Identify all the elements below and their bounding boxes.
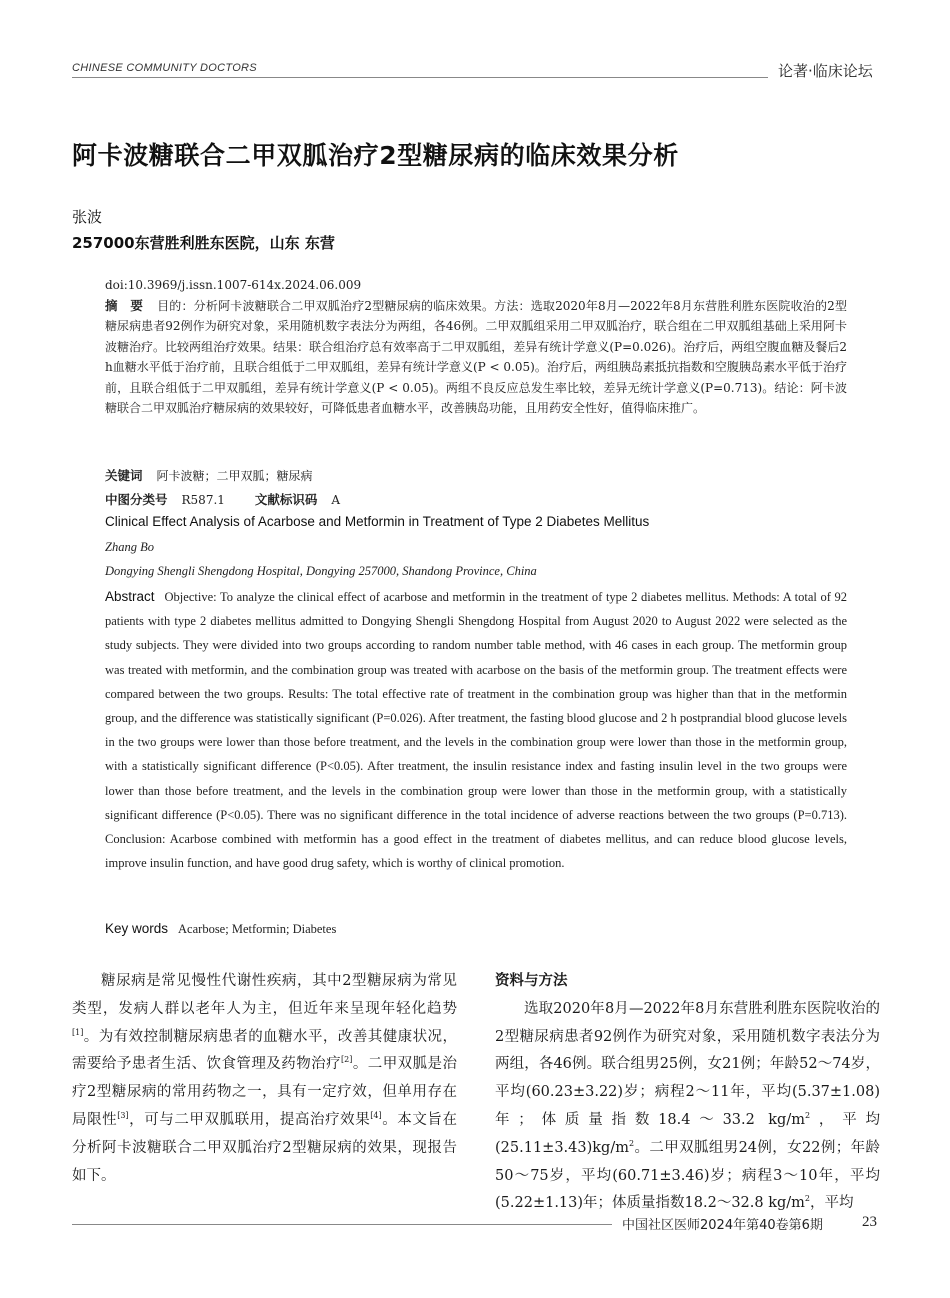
doc-code-label: 文献标识码	[254, 492, 318, 507]
doc-code-value: A	[331, 493, 341, 507]
superscript: 2	[628, 1138, 635, 1148]
citation-ref: [4]	[370, 1110, 382, 1120]
english-author: Zhang Bo	[105, 540, 154, 554]
methods-text: ，平均	[810, 1195, 854, 1212]
citation-ref: [3]	[117, 1110, 129, 1120]
classification-line	[105, 490, 847, 510]
section-label: 论著·临床论坛	[778, 62, 873, 80]
citation-ref: [2]	[341, 1055, 353, 1065]
chinese-abstract	[105, 296, 847, 418]
chinese-keywords	[105, 466, 847, 486]
methods-text: 。二甲双胍组男24例，女22例；年龄50～75岁，平均(60.71±3.46)岁；病程3～10年，平均(5.22±1.13)年；体质量指数18.2～32.8 kg/m	[495, 1139, 880, 1212]
introduction-paragraph	[72, 968, 457, 1190]
intro-text: 糖尿病是常见慢性代谢性疾病，其中2型糖尿病为常见类型，发病人群以老年人为主，但近年来呈现年轻化趋势	[72, 973, 457, 1017]
methods-text: ，平均(25.11±3.43)kg/m	[495, 1111, 881, 1156]
doi-line: doi:10.3969/j.issn.1007-614x.2024.06.009	[105, 278, 362, 292]
superscript: 2	[804, 1110, 811, 1120]
intro-text: ，可与二甲双胍联用，提高治疗效果	[128, 1111, 371, 1128]
english-abstract-text: Objective: To analyze the clinical effect of acarbose and metformin in the treatment of type 2 diabetes mellitus. Methods: A total of 92 patients with type 2 diabetes mellitus admitted to Dongying Shengli Shengdong Hospital from August 2020 to August 2022 were selected as the study subjects. They were divided into two groups according to random number table method, with 46 cases in each group. The metformin group was treated with metformin, and the combination group was treated with acarbose on the basis of the metformin group. The treatment effects were compared between the two groups. Results: The total effective rate of treatment in the combination group was higher than that in the metformin group, and the difference was statistically significant (P=0.026). After treatment, the fasting blood glucose and 2 h postprandial blood glucose levels in the two groups were lower than those before treatment, and the levels in the combination group were lower than those in the metformin group, with a statistically significant difference (P<0.05). After treatment, the insulin resistance index and fasting insulin level in the two groups were lower than those before treatment, and the levels in the combination group were lower than those in the metformin group, with a statistically significant difference (P<0.05). There was no significant difference in the total incidence of adverse reactions between the two groups (P=0.713). Conclusion: Acarbose combined with metformin has a good effect in the treatment of diabetes mellitus, and can reduce blood glucose levels, improve insulin function, and have good drug safety, which is worthy of clinical promotion.	[105, 590, 847, 871]
body-column-left	[72, 968, 457, 1190]
clc-value: R587.1	[181, 493, 225, 507]
author-name: 张波	[72, 208, 103, 226]
running-header-journal: CHINESE COMMUNITY DOCTORS	[72, 62, 257, 74]
english-affiliation: Dongying Shengli Shengdong Hospital, Dongying 257000, Shandong Province, China	[105, 564, 537, 578]
citation-ref: [1]	[72, 1027, 84, 1037]
english-keywords-text: Acarbose; Metformin; Diabetes	[178, 922, 337, 936]
abstract-text: 目的：分析阿卡波糖联合二甲双胍治疗2型糖尿病的临床效果。方法：选取2020年8月—2022年8月东营胜利胜东医院收治的2型糖尿病患者92例作为研究对象，采用随机数字表法分为两组，各46例。二甲双胍组采用二甲双胍治疗，联合组在二甲双胍组基础上采用阿卡波糖治疗。比较两组治疗效果。结果：联合组治疗总有效率高于二甲双胍组，差异有统计学意义(P=0.026)。治疗后，两组空腹血糖及餐后2 h血糖水平低于治疗前，且联合组低于二甲双胍组，差异有统计学意义(P < 0.05)。治疗后，两组胰岛素抵抗指数和空腹胰岛素水平低于治疗前，且联合组低于二甲双胍组，差异有统计学意义(P < 0.05)。两组不良反应总发生率比较，差异无统计学意义(P=0.713)。结论：阿卡波糖联合二甲双胍治疗糖尿病的效果较好，可降低患者血糖水平，改善胰岛功能，且用药安全性好，值得临床推广。	[105, 299, 847, 416]
methods-paragraph	[495, 996, 880, 1218]
page-number: 23	[862, 1214, 877, 1230]
body-column-right	[495, 968, 880, 1218]
english-keywords	[105, 921, 336, 937]
keywords-text: 阿卡波糖；二甲双胍；糖尿病	[156, 469, 313, 483]
intro-text: 。本文旨在分析阿卡波糖联合二甲双胍治疗2型糖尿病的效果，现报告如下。	[72, 1111, 458, 1184]
english-title: Clinical Effect Analysis of Acarbose and Metformin in Treatment of Type 2 Diabetes Mellitus	[105, 514, 650, 529]
superscript: 2	[804, 1194, 811, 1204]
keywords-label: 关键词	[105, 468, 143, 483]
article-title: 阿卡波糖联合二甲双胍治疗2型糖尿病的临床效果分析	[72, 141, 679, 170]
abstract-label: 摘 要	[105, 298, 144, 313]
english-abstract	[105, 585, 847, 875]
intro-text: 。为有效控制糖尿病患者的血糖水平，改善其健康状况，需要给予患者生活、饮食管理及药物治疗	[72, 1028, 457, 1073]
english-abstract-label: Abstract	[105, 589, 155, 604]
methods-text: 选取2020年8月—2022年8月东营胜利胜东医院收治的2型糖尿病患者92例作为研究对象，采用随机数字表法分为两组，各46例。联合组男25例，女21例；年龄52～74岁，平均(60.23±3.22)岁；病程2～11年，平均(5.37±1.08)年；体质量指数18.4～33.2 kg/m	[495, 1000, 880, 1128]
header-divider	[72, 77, 768, 78]
footer-journal-issue: 中国社区医师2024年第40卷第6期	[622, 1218, 823, 1233]
methods-heading: 资料与方法	[495, 973, 568, 989]
english-keywords-label: Key words	[105, 921, 169, 936]
intro-text: 。二甲双胍是治疗2型糖尿病的常用药物之一，具有一定疗效，但单用存在局限性	[72, 1056, 457, 1128]
clc-label: 中图分类号	[105, 492, 168, 507]
author-affiliation: 257000东营胜利胜东医院，山东 东营	[72, 234, 335, 252]
footer-divider	[72, 1224, 612, 1225]
